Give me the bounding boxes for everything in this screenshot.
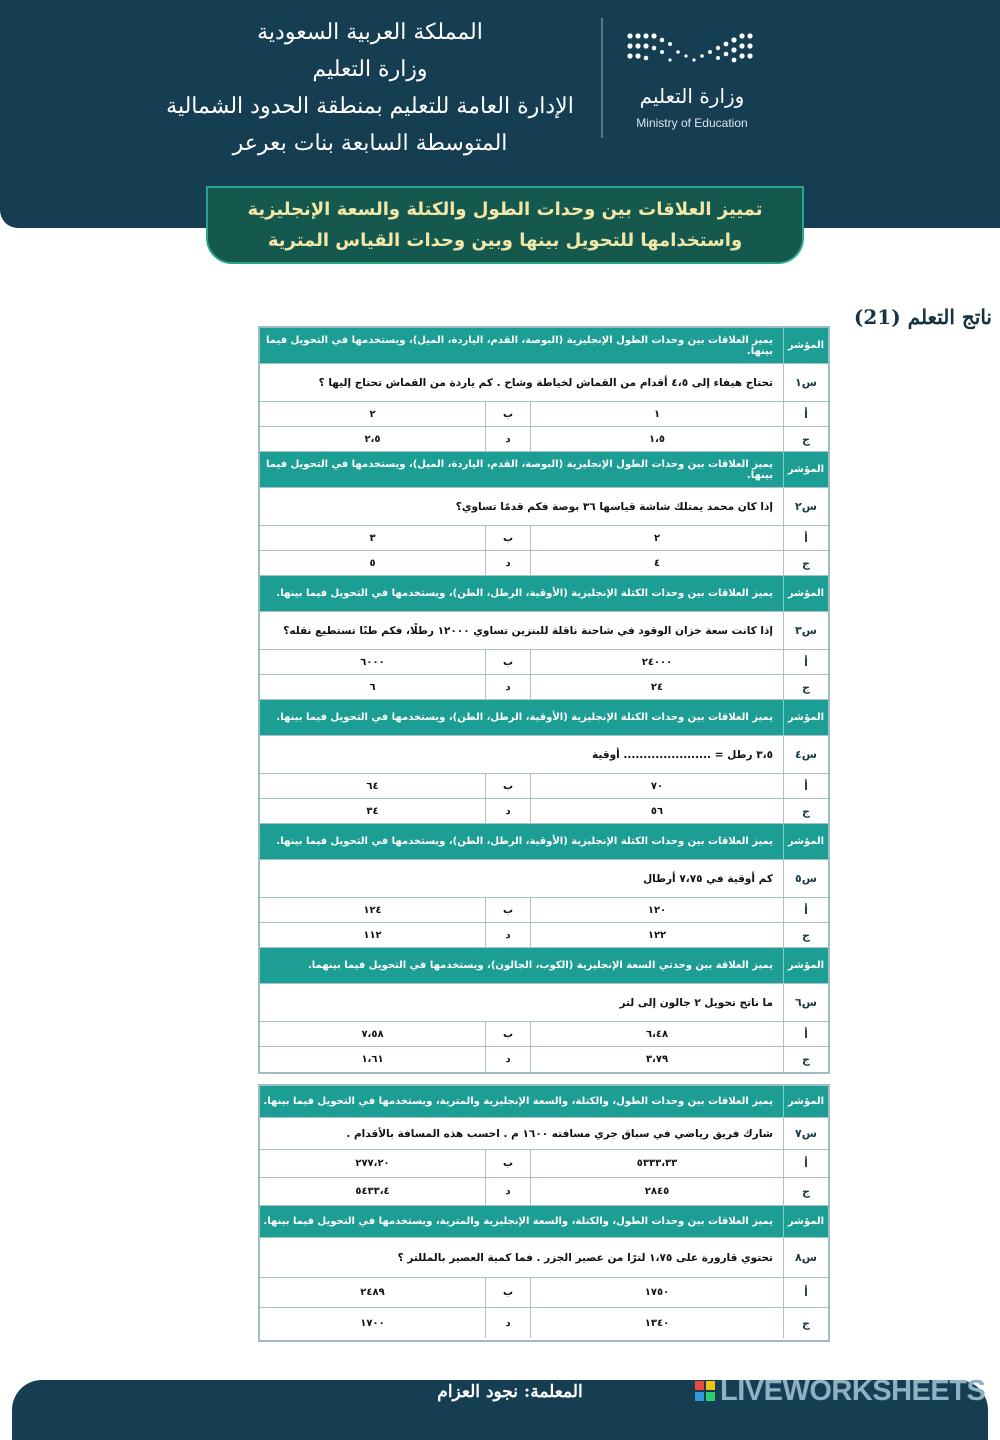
question-number: س١ [783, 364, 828, 401]
indicator-text: يميز العلاقات بين وحدات الكتلة الإنجليزية (الأوقية، الرطل، الطن)، ويستخدمها في التحويل فيما بينها. [276, 712, 773, 723]
answer-row [260, 1150, 828, 1178]
question-number: س٦ [783, 984, 828, 1021]
answer-option-a[interactable]: ٥٣٣٣،٣٣ [530, 1150, 783, 1177]
answer-row [260, 675, 828, 700]
answer-option-d[interactable]: ٥ [369, 557, 376, 569]
option-letter-c: ج [783, 427, 828, 451]
question-text: شارك فريق رياضي في سباق جري مسافته ١٦٠٠ م . احسب هذه المسافة بالأقدام . [346, 1127, 773, 1140]
questions-table-2 [258, 1084, 830, 1342]
learning-outcome-label: ناتج التعلم (21) [853, 305, 992, 329]
indicator-row [260, 1206, 828, 1238]
answer-row [260, 1047, 828, 1072]
ministry-logo-english: Ministry of Education [636, 116, 748, 130]
option-letter-a: أ [783, 1278, 828, 1307]
option-letter-c: ج [783, 1308, 828, 1338]
option-letter-d: د [485, 551, 530, 575]
option-letter-a: أ [783, 526, 828, 550]
question-row [260, 364, 828, 402]
option-letter-b: ب [485, 1022, 530, 1046]
answer-row [260, 1308, 828, 1338]
answer-option-b[interactable]: ٢٧٧،٢٠ [355, 1158, 390, 1169]
topic-line-1: تمييز العلاقات بين وحدات الطول والكتلة والسعة الإنجليزية [247, 199, 763, 220]
answer-row [260, 923, 828, 948]
answer-row [260, 402, 828, 427]
answer-option-c[interactable]: ١٣٤٠ [530, 1308, 783, 1338]
answer-option-b[interactable]: ٦٤ [366, 780, 379, 792]
question-text: إذا كانت سعة خزان الوقود في شاحنة ناقلة للبنزين تساوي ١٢٠٠٠ رطلًا، فكم طنًا تستطيع نقله؟ [283, 624, 773, 637]
indicator-text: يميز العلاقات بين وحدات الكتلة الإنجليزية (الأوقية، الرطل، الطن)، ويستخدمها في التحويل فيما بينها. [276, 588, 773, 599]
answer-option-c[interactable]: ١،٥ [530, 427, 783, 451]
answer-option-d[interactable]: ٣٤ [366, 805, 379, 817]
indicator-label: المؤشر [783, 700, 828, 735]
answer-option-a[interactable]: ١٧٥٠ [530, 1278, 783, 1307]
option-letter-d: د [485, 1047, 530, 1072]
indicator-label: المؤشر [783, 824, 828, 859]
answer-row [260, 1278, 828, 1308]
answer-option-d[interactable]: ١١٢ [363, 929, 382, 941]
question-number: س٨ [783, 1238, 828, 1277]
indicator-row [260, 824, 828, 860]
indicator-text: يميز العلاقات بين وحدات الطول الإنجليزية (البوصة، القدم، الياردة، الميل)، ويستخدمها في التحويل فيما بينها. [266, 458, 773, 481]
question-text: إذا كان محمد يمتلك شاشة قياسها ٣٦ بوصة فكم قدمًا تساوي؟ [455, 500, 773, 513]
answer-option-d[interactable]: ١،٦١ [361, 1054, 384, 1065]
answer-row [260, 1178, 828, 1206]
answer-option-d[interactable]: ٦ [369, 681, 376, 693]
option-letter-a: أ [783, 1150, 828, 1177]
answer-row [260, 427, 828, 452]
indicator-label: المؤشر [783, 1206, 828, 1237]
liveworksheets-logo-icon [694, 1380, 716, 1402]
answer-row [260, 1022, 828, 1047]
answer-row [260, 898, 828, 923]
question-number: س٤ [783, 736, 828, 773]
teacher-name: المعلمة: نجود العزام [437, 1382, 583, 1402]
question-text: تحتوي قارورة على ١،٧٥ لترًا من عصير الجزر . فما كمية العصير بالمللتر ؟ [397, 1251, 773, 1264]
option-letter-d: د [485, 427, 530, 451]
indicator-row [260, 700, 828, 736]
answer-option-d[interactable]: ٥٤٣٣،٤ [355, 1186, 390, 1197]
ministry-logo [622, 26, 762, 136]
header-divider [601, 18, 603, 138]
question-text: كم أوقية في ٧،٧٥ أرطال [643, 872, 773, 885]
option-letter-d: د [485, 923, 530, 947]
answer-option-b[interactable]: ٦٠٠٠ [360, 656, 385, 668]
answer-option-c[interactable]: ١٢٢ [530, 923, 783, 947]
answer-option-b[interactable]: ٧،٥٨ [361, 1028, 384, 1040]
question-text: تحتاج هيفاء إلى ٤،٥ أقدام من القماش لخياطة وشاح . كم ياردة من القماش تحتاج إليها ؟ [318, 376, 773, 389]
option-letter-d: د [485, 675, 530, 699]
question-row [260, 860, 828, 898]
answer-row [260, 799, 828, 824]
answer-row [260, 650, 828, 675]
answer-option-a[interactable]: ١ [530, 402, 783, 426]
option-letter-c: ج [783, 799, 828, 823]
answer-option-c[interactable]: ٤ [530, 551, 783, 575]
answer-option-b[interactable]: ١٢٤ [363, 904, 382, 916]
option-letter-a: أ [783, 650, 828, 674]
indicator-row [260, 328, 828, 364]
indicator-text: يميز العلاقة بين وحدتي السعة الإنجليزية (الكوب، الجالون)، ويستخدمها في التحويل فيما بينهما. [307, 960, 773, 971]
header-line-school: المتوسطة السابعة بنات بعرعر [232, 131, 508, 156]
question-row [260, 488, 828, 526]
answer-option-a[interactable]: ٦،٤٨ [530, 1022, 783, 1046]
option-letter-c: ج [783, 1178, 828, 1205]
answer-row [260, 774, 828, 799]
question-row [260, 1118, 828, 1150]
option-letter-b: ب [485, 1278, 530, 1307]
option-letter-d: د [485, 1308, 530, 1338]
answer-option-b[interactable]: ٣ [369, 532, 376, 544]
header-text-block [150, 14, 590, 162]
indicator-row [260, 948, 828, 984]
question-text: ٣،٥ رطل = ...................... أوقية [592, 748, 773, 761]
option-letter-d: د [485, 1178, 530, 1205]
answer-option-d[interactable]: ١٧٠٠ [360, 1317, 385, 1329]
ministry-logo-dots-icon [622, 26, 762, 82]
answer-option-b[interactable]: ٢ [369, 408, 376, 420]
answer-option-c[interactable]: ٣،٧٩ [530, 1047, 783, 1072]
option-letter-b: ب [485, 402, 530, 426]
liveworksheets-brand [694, 1374, 985, 1408]
header-line-country: المملكة العربية السعودية [257, 20, 483, 45]
question-row [260, 1238, 828, 1278]
question-row [260, 736, 828, 774]
indicator-text: يميز العلاقات بين وحدات الطول، والكتلة، والسعة الإنجليزية والمترية، ويستخدمها في التحويل فيما بينها. [263, 1096, 773, 1107]
answer-row [260, 526, 828, 551]
question-number: س٣ [783, 612, 828, 649]
option-letter-b: ب [485, 526, 530, 550]
option-letter-a: أ [783, 1022, 828, 1046]
header-line-directorate: الإدارة العامة للتعليم بمنطقة الحدود الشمالية [166, 94, 574, 119]
question-number: س٥ [783, 860, 828, 897]
indicator-text: يميز العلاقات بين وحدات الطول، والكتلة، والسعة الإنجليزية والمترية، ويستخدمها في التحويل فيما بينها. [263, 1216, 773, 1227]
question-text: ما ناتج تحويل ٢ جالون إلى لتر [619, 996, 773, 1009]
answer-option-a[interactable]: ١٢٠ [530, 898, 783, 922]
indicator-row [260, 452, 828, 488]
indicator-text: يميز العلاقات بين وحدات الطول الإنجليزية (البوصة، القدم، الياردة، الميل)، ويستخدمها في التحويل فيما بينها. [266, 334, 773, 357]
option-letter-c: ج [783, 675, 828, 699]
option-letter-b: ب [485, 774, 530, 798]
option-letter-a: أ [783, 774, 828, 798]
option-letter-b: ب [485, 650, 530, 674]
indicator-row [260, 1086, 828, 1118]
indicator-row [260, 576, 828, 612]
answer-option-a[interactable]: ٢ [530, 526, 783, 550]
option-letter-c: ج [783, 923, 828, 947]
answer-option-c[interactable]: ٢٨٤٥ [530, 1178, 783, 1205]
question-number: س٢ [783, 488, 828, 525]
questions-table-1 [258, 326, 830, 1074]
topic-banner [206, 186, 804, 264]
option-letter-b: ب [485, 1150, 530, 1177]
indicator-label: المؤشر [783, 948, 828, 983]
ministry-logo-arabic: وزارة التعليم [639, 84, 745, 108]
answer-option-a[interactable]: ٢٤٠٠٠ [530, 650, 783, 674]
option-letter-a: أ [783, 402, 828, 426]
topic-line-2: واستخدامها للتحويل بينها وبين وحدات القياس المترية [267, 230, 743, 251]
indicator-label: المؤشر [783, 328, 828, 363]
question-row [260, 612, 828, 650]
indicator-label: المؤشر [783, 576, 828, 611]
answer-option-c[interactable]: ٢٤ [530, 675, 783, 699]
question-row [260, 984, 828, 1022]
option-letter-b: ب [485, 898, 530, 922]
answer-option-c[interactable]: ٥٦ [530, 799, 783, 823]
question-number: س٧ [783, 1118, 828, 1149]
option-letter-d: د [485, 799, 530, 823]
answer-option-a[interactable]: ٧٠ [530, 774, 783, 798]
option-letter-c: ج [783, 1047, 828, 1072]
liveworksheets-text: LIVEWORKSHEETS [720, 1374, 986, 1407]
option-letter-c: ج [783, 551, 828, 575]
answer-option-b[interactable]: ٢٤٨٩ [360, 1287, 385, 1298]
indicator-label: المؤشر [783, 1086, 828, 1117]
answer-row [260, 551, 828, 576]
header-line-ministry: وزارة التعليم [312, 57, 428, 82]
answer-option-d[interactable]: ٢،٥ [364, 433, 381, 445]
indicator-label: المؤشر [783, 452, 828, 487]
option-letter-a: أ [783, 898, 828, 922]
indicator-text: يميز العلاقات بين وحدات الكتلة الإنجليزية (الأوقية، الرطل، الطن)، ويستخدمها في التحويل فيما بينها. [276, 836, 773, 847]
